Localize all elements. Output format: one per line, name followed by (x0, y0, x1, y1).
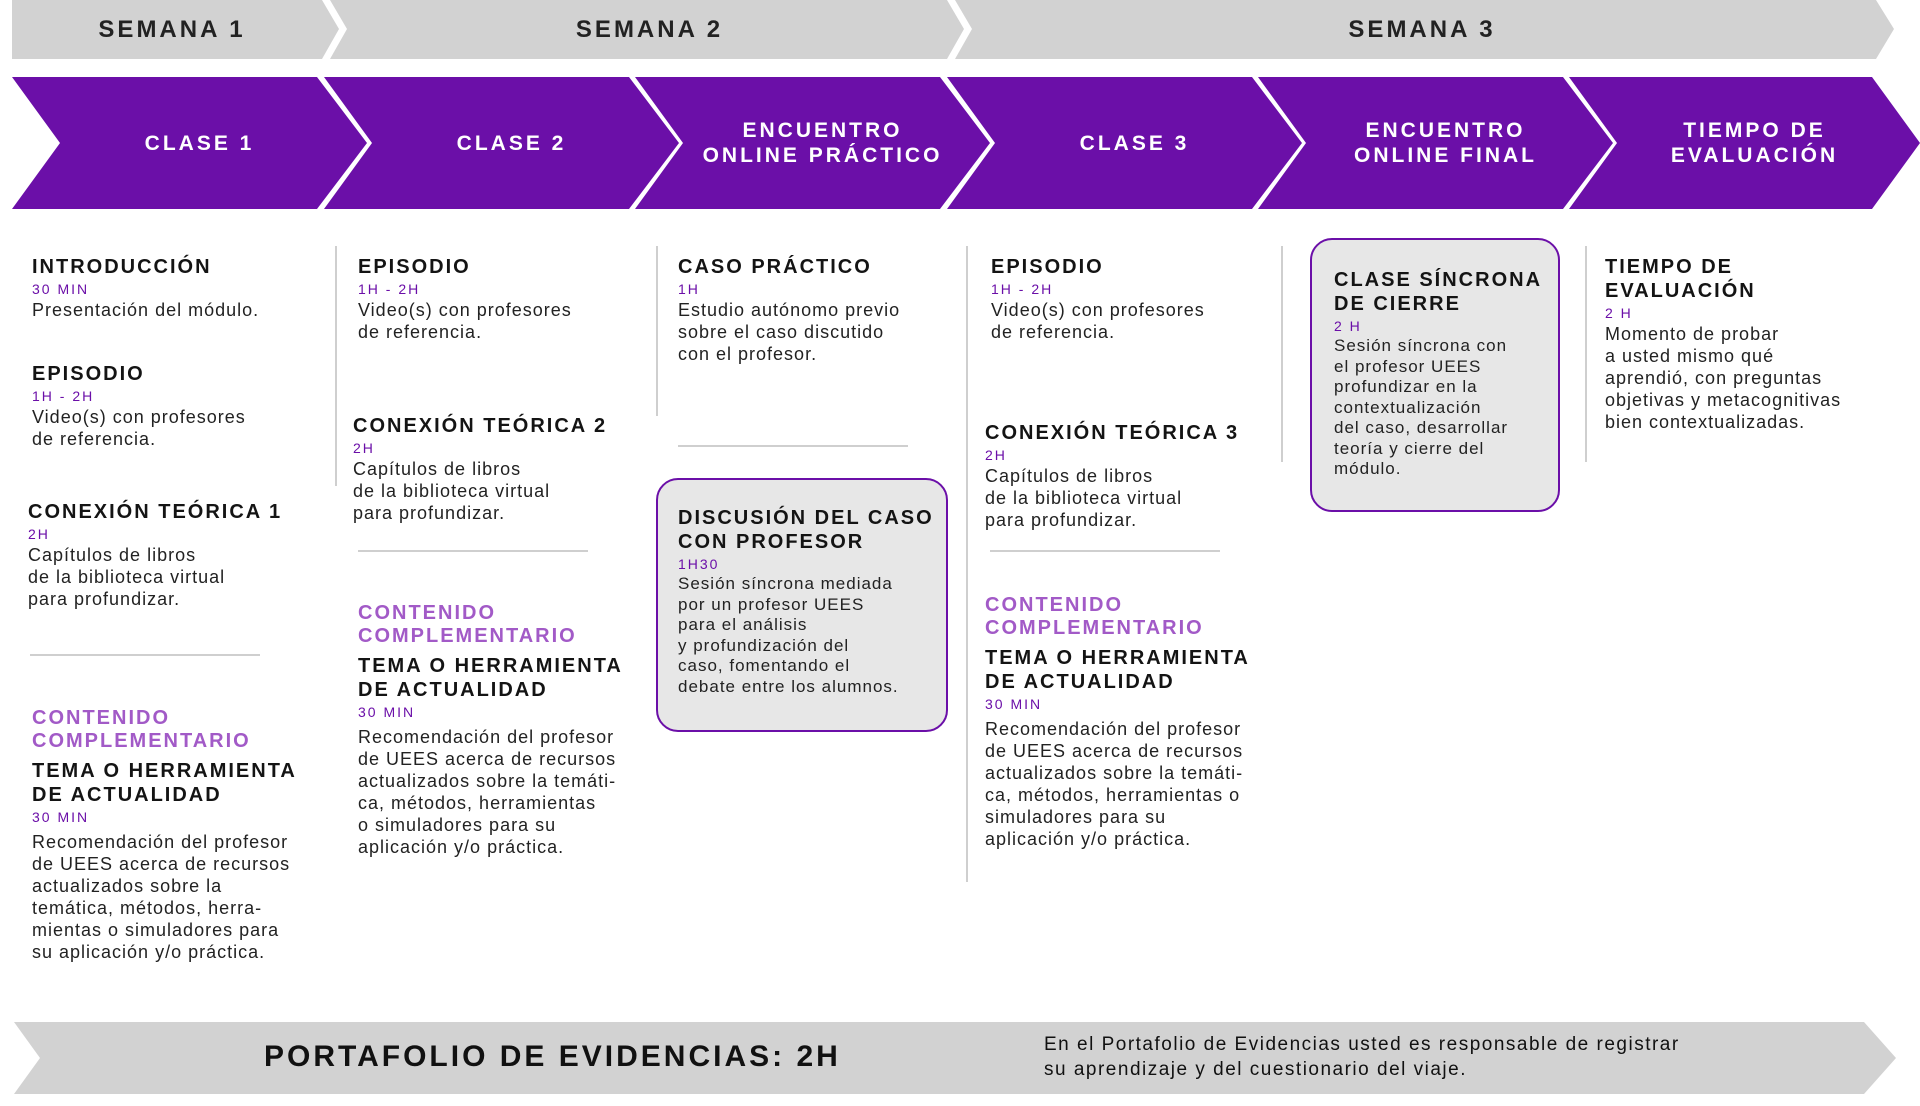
episode-duration: 1H - 2H (358, 281, 421, 297)
week-3-label: SEMANA 3 (1348, 15, 1496, 43)
discussion-title: DISCUSIÓN DEL CASO CON PROFESOR (678, 507, 934, 553)
divider (990, 550, 1220, 552)
stage-tiempo-evaluacion: TIEMPO DE EVALUACIÓN (1569, 77, 1920, 209)
portfolio-band (14, 1022, 1896, 1094)
topic-duration: 30 MIN (358, 704, 416, 720)
separator-v5 (1585, 246, 1587, 462)
topic-text: Recomendación del profesor de UEES acerca de recursos actualizados sobre la temática, métodos, herra- mientas o simuladores para su aplicación y/o práctica. (32, 832, 291, 962)
week-2-label: SEMANA 2 (575, 15, 724, 43)
evaluation-text: Momento de probar a usted mismo qué aprendió, con preguntas objetivas y metacognitivas bien contextualizadas. (1605, 324, 1842, 432)
evaluation-duration: 2 H (1605, 305, 1633, 321)
complementary-block (32, 707, 352, 963)
theory-duration: 2H (985, 447, 1007, 463)
closing-title: CLASE SÍNCRONA DE CIERRE (1334, 269, 1543, 315)
discussion-block (678, 506, 938, 697)
episode-block (358, 255, 658, 343)
topic-title: TEMA O HERRAMIENTA DE ACTUALIDAD (985, 647, 1250, 693)
episode-text: Video(s) con profesores de referencia. (991, 300, 1205, 342)
divider (358, 550, 588, 552)
episode-duration: 1H - 2H (991, 281, 1054, 297)
episode-block (32, 362, 332, 450)
case-text: Estudio autónomo previo sobre el caso discutido con el profesor. (678, 300, 901, 364)
theory-block (353, 414, 653, 524)
stage-clase-3: CLASE 3 (947, 77, 1302, 209)
portfolio-text: En el Portafolio de Evidencias usted es responsable de registrar su aprendizaje y del cuestionario del viaje. (1044, 1034, 1680, 1080)
episode-block (991, 255, 1291, 343)
case-title: CASO PRÁCTICO (678, 256, 872, 278)
episode-text: Video(s) con profesores de referencia. (32, 407, 246, 449)
complementary-title: CONTENIDO COMPLEMENTARIO (985, 594, 1204, 639)
stage-encuentro-practico: ENCUENTRO ONLINE PRÁCTICO (635, 77, 990, 209)
intro-duration: 30 MIN (32, 281, 90, 297)
episode-text: Video(s) con profesores de referencia. (358, 300, 572, 342)
theory-title: CONEXIÓN TEÓRICA 3 (985, 422, 1240, 444)
theory-text: Capítulos de libros de la biblioteca virtual para profundizar. (985, 466, 1183, 530)
theory-text: Capítulos de libros de la biblioteca virtual para profundizar. (28, 545, 226, 609)
closing-text: Sesión síncrona con el profesor UEES profundizar en la contextualización del caso, desarrollar teoría y cierre del módulo. (1334, 336, 1509, 478)
stage-clase-1: CLASE 1 (12, 77, 367, 209)
intro-text: Presentación del módulo. (32, 300, 260, 320)
episode-title: EPISODIO (32, 363, 145, 385)
complementary-block (985, 594, 1295, 850)
closing-block (1334, 268, 1549, 480)
topic-text: Recomendación del profesor de UEES acerca de recursos actualizados sobre la temáti- ca, métodos, herramientas o simuladores para su aplicación y/o práctica. (358, 727, 617, 857)
evaluation-title: TIEMPO DE EVALUACIÓN (1605, 256, 1756, 302)
complementary-title: CONTENIDO COMPLEMENTARIO (32, 707, 251, 752)
discussion-box (656, 478, 948, 732)
evaluation-block (1605, 255, 1905, 433)
theory-title: CONEXIÓN TEÓRICA 1 (28, 501, 283, 523)
episode-title: EPISODIO (358, 256, 471, 278)
episode-duration: 1H - 2H (32, 388, 95, 404)
theory-duration: 2H (28, 526, 50, 542)
theory-duration: 2H (353, 440, 375, 456)
theory-text: Capítulos de libros de la biblioteca virtual para profundizar. (353, 459, 551, 523)
stage-chevrons (12, 77, 1920, 209)
theory-block (985, 421, 1285, 531)
closing-duration: 2 H (1334, 318, 1362, 334)
topic-text: Recomendación del profesor de UEES acerca de recursos actualizados sobre la temáti- ca, métodos, herramientas o simuladores para su aplicación y/o práctica. (985, 719, 1244, 849)
stage-encuentro-final: ENCUENTRO ONLINE FINAL (1258, 77, 1613, 209)
weeks-row (12, 0, 1894, 59)
topic-title: TEMA O HERRAMIENTA DE ACTUALIDAD (358, 655, 623, 701)
week-1-label: SEMANA 1 (98, 15, 246, 43)
case-duration: 1H (678, 281, 700, 297)
discussion-text: Sesión síncrona mediada por un profesor UEES para el análisis y profundización del caso, fomentando el debate entre los alumnos. (678, 574, 899, 696)
stage-clase-2: CLASE 2 (324, 77, 679, 209)
complementary-title: CONTENIDO COMPLEMENTARIO (358, 602, 577, 647)
discussion-duration: 1H30 (678, 556, 720, 572)
episode-title: EPISODIO (991, 256, 1104, 278)
intro-block (32, 255, 332, 321)
closing-box (1310, 238, 1560, 512)
divider (678, 445, 908, 447)
theory-block (28, 500, 328, 610)
topic-duration: 30 MIN (985, 696, 1043, 712)
case-block (678, 255, 978, 365)
portfolio-title: PORTAFOLIO DE EVIDENCIAS: 2H (264, 1040, 841, 1073)
complementary-block (358, 602, 668, 858)
theory-title: CONEXIÓN TEÓRICA 2 (353, 415, 608, 437)
divider (30, 654, 260, 656)
intro-title: INTRODUCCIÓN (32, 256, 212, 278)
topic-duration: 30 MIN (32, 809, 90, 825)
topic-title: TEMA O HERRAMIENTA DE ACTUALIDAD (32, 760, 297, 806)
separator-v1 (335, 246, 337, 486)
